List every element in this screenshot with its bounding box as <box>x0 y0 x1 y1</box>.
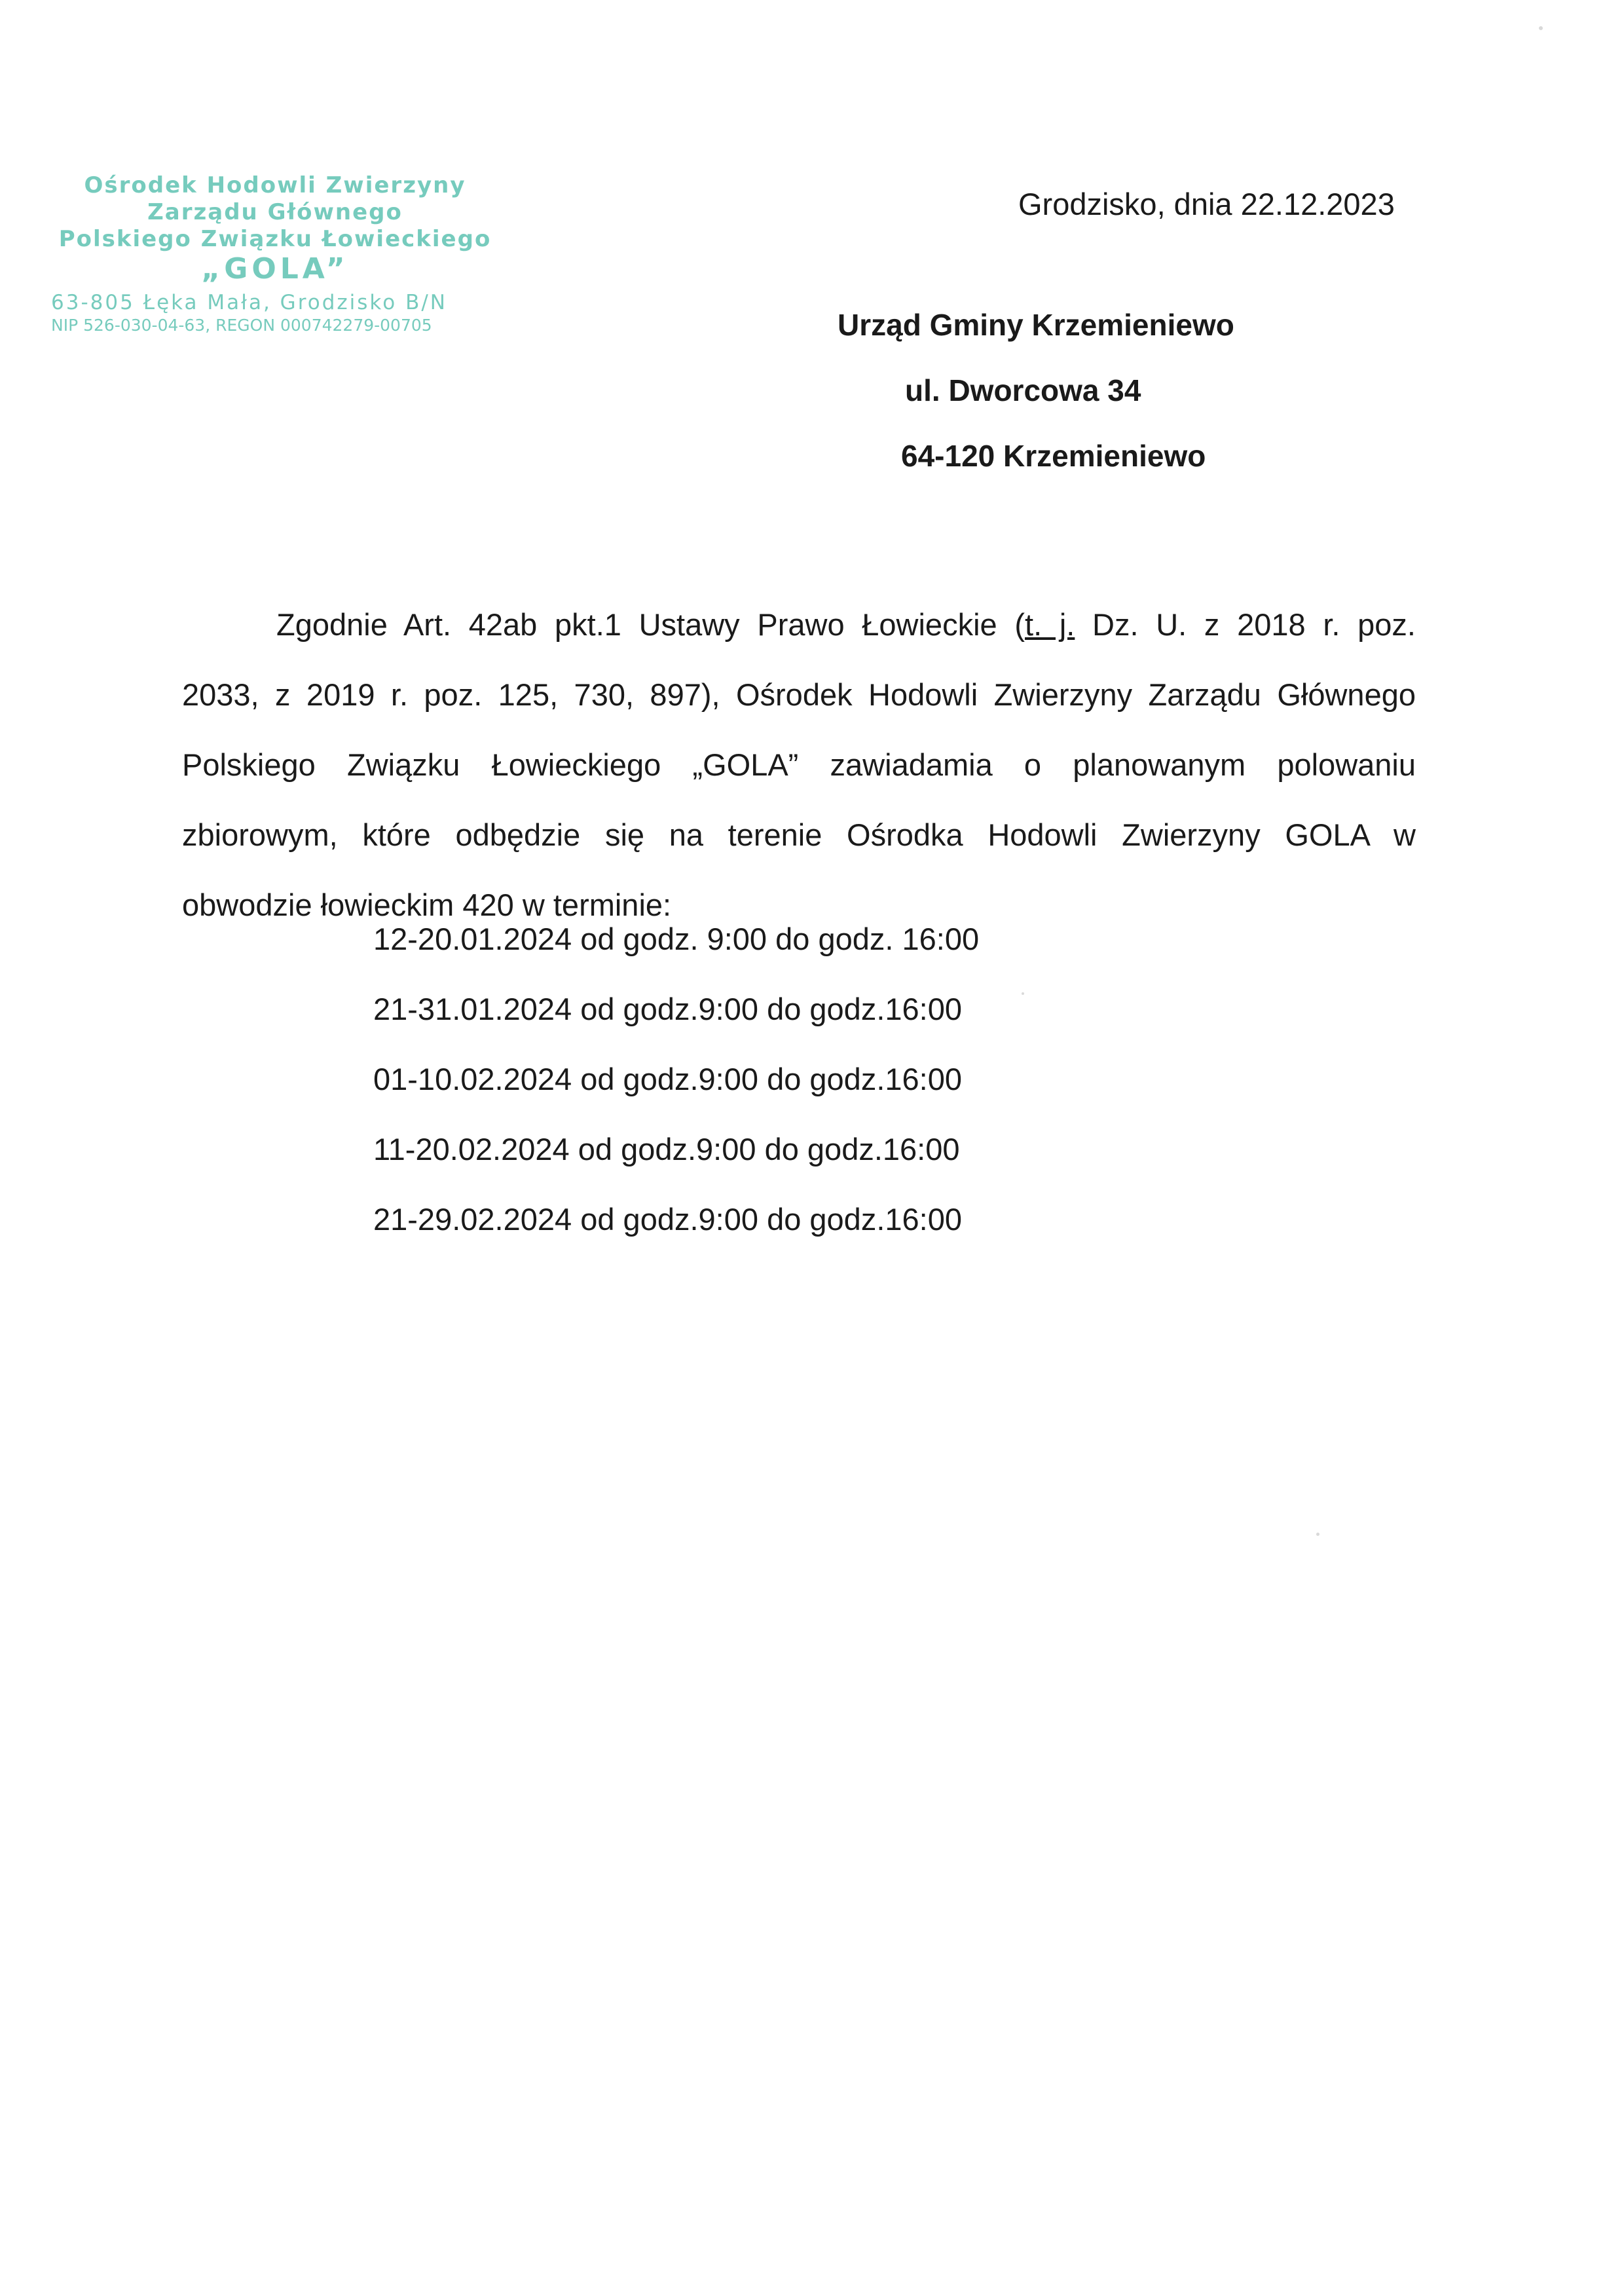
paragraph-line-4: zbiorowym, które odbędzie się na terenie Ośrodka Hodowli Zwierzyny GOLA w <box>182 817 1416 852</box>
paragraph-line-2: 2033, z 2019 r. poz. 125, 730, 897), Ośrodek Hodowli Zwierzyny Zarządu Głównego <box>182 677 1416 712</box>
paragraph-line-1 <box>182 589 1416 660</box>
recipient-name: Urząd Gminy Krzemieniewo <box>838 308 1234 342</box>
recipient-street: ul. Dworcowa 34 <box>905 373 1141 407</box>
stamp-line-address: 63-805 Łęka Mała, Grodzisko B/N <box>51 291 447 314</box>
scan-speck <box>1022 992 1024 995</box>
schedule-row: 12-20.01.2024 od godz. 9:00 do godz. 16:00 <box>373 922 980 956</box>
schedule-row: 21-31.01.2024 od godz.9:00 do godz.16:00 <box>373 992 962 1026</box>
journal-reference-text: Dz. U. z 2018 r. poz. <box>1075 607 1416 642</box>
recipient-city: 64-120 Krzemieniewo <box>901 439 1206 473</box>
stamp-line-association: Polskiego Związku Łowieckiego <box>58 226 492 252</box>
place-and-date: Grodzisko, dnia 22.12.2023 <box>1018 187 1395 221</box>
scan-speck <box>1316 1533 1320 1536</box>
stamp-line-name: Ośrodek Hodowli Zwierzyny <box>84 172 466 198</box>
stamp-line-board: Zarządu Głównego <box>147 199 403 225</box>
schedule-row: 11-20.02.2024 od godz.9:00 do godz.16:00 <box>373 1132 960 1166</box>
stamp-line-gola: „GOLA” <box>201 252 349 286</box>
scan-speck <box>1539 26 1543 30</box>
organization-stamp <box>46 172 504 335</box>
schedule-row: 01-10.02.2024 od godz.9:00 do godz.16:00 <box>373 1062 962 1096</box>
paragraph-line-3: Polskiego Związku Łowieckiego „GOLA” zawiadamia o planowanym polowaniu <box>182 747 1416 782</box>
notice-paragraph <box>182 589 1416 940</box>
paragraph-line-5: obwodzie łowieckim 420 w terminie: <box>182 887 672 922</box>
law-reference-text: Zgodnie Art. 42ab pkt.1 Ustawy Prawo Łowieckie ( <box>276 607 1025 642</box>
schedule-row: 21-29.02.2024 od godz.9:00 do godz.16:00 <box>373 1202 962 1237</box>
hunt-schedule-list <box>373 904 979 1254</box>
stamp-line-tax-ids: NIP 526-030-04-63, REGON 000742279-00705 <box>51 316 432 335</box>
consolidated-text-abbrev: t. j. <box>1025 607 1075 642</box>
